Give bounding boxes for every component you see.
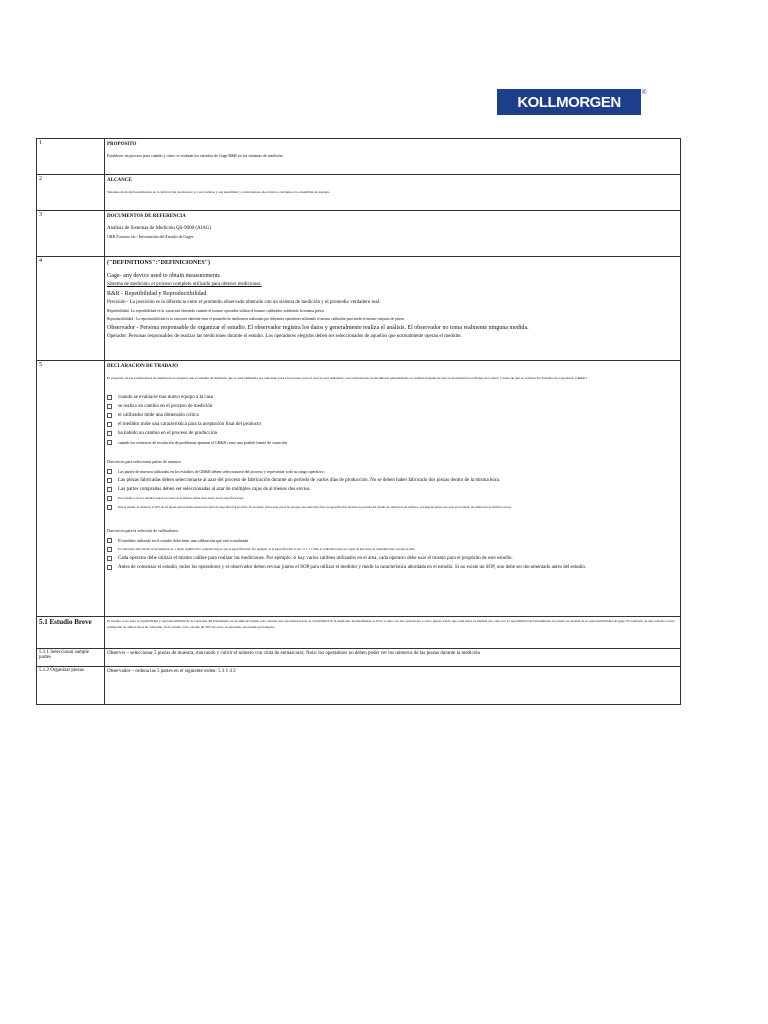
definition-item: Precisión - La precisión es la diferencia entre el promedio observado obtenido con un sistema de medición y el promedio verdadero real.: [107, 300, 381, 305]
table-row: [37, 211, 681, 257]
row-number: 5.1.2 Organizar piezas: [37, 667, 105, 705]
section-text: Análisis de Sistemas de Medición QS-9000 (AIAG): [107, 226, 212, 231]
definition-item: Operador: Personas responsables de realizar las mediciones durante el estudio. Los operadores elegidos deben ser seleccionados de aquellos que normalmente operan el medidor.: [107, 334, 462, 339]
section-title: PROPOSITO: [107, 142, 137, 147]
row-number: 5: [37, 361, 105, 617]
list-item: el medidor mide una característica para la aceptación final del producto: [107, 420, 678, 429]
definition-item: Reproductibilidad - La reproductibilidad es la variación obtenida entre el promedio de mediciones realizadas por diferentes operadores utilizando el mismo calibrador para medir el mismo conjunto de piezas.: [107, 317, 405, 321]
table-row: [37, 257, 681, 361]
section-title: DECLARACION DE TRABAJO: [107, 364, 179, 369]
list-item: El medidor utilizado en el estudio debe tener una calibración que esté actualizada.: [107, 536, 678, 545]
company-logo: KOLLMORGEN: [497, 89, 641, 115]
section-cell: [105, 211, 681, 257]
section-text: El estudio corto para la repetibilidad y reproductibilidad de la variación del instrumento es un método rápido para obtener una aproximación de la variabilidad de la medición. Generalmente se lleva a cabo con dos operadores y cinco piezas. Dado que cada pieza es medida solo una vez, la repetibilidad del instrumento no puede ser aislada de la reproductibilidad de gage. El resultado de este estudio es una estimación de ambos tipos de variación. Si el estudio corto excede un 30% de error, es necesario un estudio prolongado.: [107, 619, 675, 629]
section-cell: [105, 361, 681, 617]
section-text: Establecer un proceso para cuándo y cómo se realizan los estudios de Gage R&R en los sistemas de medición.: [107, 153, 284, 158]
table-row: [37, 175, 681, 211]
guideline-title: Directrices para la selección de calibradores:: [107, 528, 179, 533]
section-title: DOCUMENTOS DE REFERENCIA: [107, 214, 186, 219]
registered-mark: ®: [642, 90, 647, 96]
definition-item: Observador - Persona responsable de organizar el estudio. El observador registra los datos y generalmente realiza el análisis. El observador no toma realmente ninguna medida.: [107, 325, 529, 331]
row-number: 1: [37, 139, 105, 175]
table-row: [37, 667, 681, 705]
list-item: se realiza un cambio en el proceso de medición: [107, 402, 678, 411]
list-item: Para el estudio de atributos, el 50% de las piezas seleccionadas deben estar fuera de especificación (es decir, No Aceptar). Seleccione piezas No Aceptar que estén muy fuera de especificación durante el propósito del estudio de calibración de atributos. Las mejores piezas para usar en el estudio de calibración de atributos son pa: [107, 503, 678, 512]
definition-item: Gage- any device used to obtain measurements: [107, 273, 220, 279]
list-item: Para estudios cortos y estudios largos, las partes de la muestra deben estar dentro de las especificaciones.: [107, 494, 678, 503]
section-title: ("DEFINITIONS":"DEFINICIONES"): [107, 260, 211, 266]
list-item: Las piezas fabricadas deben seleccionarse al azar del proceso de fabricación durante un período de varios días de producción. No se deben haber fabricado dos piezas dentro de la misma hora.: [107, 476, 678, 485]
list-item: cuando se evalúa/se trae nuevo equipo a la casa: [107, 393, 678, 402]
procedure-table: [36, 138, 681, 705]
definition-item: Repetibilidad: La repetibilidad es la variación obtenida cuando el mismo operador utiliza el mismo calibrador midiendo la misma pieza.: [107, 308, 325, 313]
table-row: [37, 649, 681, 667]
gauge-selection-list: [107, 536, 678, 572]
reasons-list: [107, 393, 678, 447]
section-text: GRR Formato xls - Información del Estudio de Gages: [107, 234, 194, 239]
section-cell: [105, 175, 681, 211]
section-text: Observer – seleccionar 5 piezas de muestra, marcando y cubrir el número con cinta de enmascarar; Nota: los operadores no deben poder ver los números de las piezas durante la medición: [107, 651, 481, 656]
list-item: Las partes compradas deben ser seleccionadas al azar de múltiples cajas de al menos dos envíos.: [107, 485, 678, 494]
section-cell: [105, 649, 681, 667]
list-item: ha habido un cambio en el proceso de producción: [107, 429, 678, 438]
definition-item: R&R - Repetibilidad y Reproductibilidad: [107, 291, 207, 297]
table-row: [37, 139, 681, 175]
row-number: 3: [37, 211, 105, 257]
row-number: 5.1 Estudio Breve: [37, 617, 105, 649]
section-text: Observador – ordena las 5 partes en el siguiente orden: 5 3 1 4 2: [107, 669, 236, 674]
list-item: El calibrador debe medir en incrementos de 1 dígito significativo completo mayor que la especificación. Por ejemplo: si la especificación es de 1,5 ± 1,7 mm, el calibrador debe ser capaz de leer hasta la centésima más cercana de mm: [107, 545, 678, 554]
list-item: cuando los esfuerzos de resolución de problemas apuntan al GR&R como una posible fuente de variación: [107, 438, 678, 447]
sample-parts-list: [107, 467, 678, 512]
list-item: Antes de comenzar el estudio, todos los operadores y el observador deben revisar juntos el SOP para utilizar el medidor y medir la característica abordada en el estudio. Si no existe un SOP, uno debe ser documentado antes del estudio.: [107, 563, 678, 572]
section-cell: [105, 667, 681, 705]
section-cell: [105, 139, 681, 175]
list-item: Cada operario debe utilizar el mismo calibre para realizar las mediciones. Por ejemplo: si hay varios calibres utilizados en el área, cada operario debe usar el mismo para el propósito de este estudio.: [107, 554, 678, 563]
definition-item: Sistema de medición: el proceso completo utilizado para obtener mediciones.: [107, 282, 262, 287]
section-intro: El propósito de las evaluaciones de medidores es asegurar que el sistema de medición que se está utilizando sea adecuado para el propósito para el cual se está utilizando. Las evaluaciones de medidores generalmente se realizan después de que se documentan los Planes de Control y antes de que se realicen los Estudios de Capacidad. GR&R s: [107, 376, 588, 380]
section-title: ALCANCE: [107, 178, 132, 183]
list-item: Las partes de muestra utilizadas en los estudios de GR&R deben seleccionarse del proceso y representar todo su rango operativo.: [107, 467, 678, 476]
list-item: el calibrador mide una dimensión crítica: [107, 411, 678, 420]
table-row: [37, 361, 681, 617]
table-row: [37, 617, 681, 649]
row-number: 5.1.1 Seleccionar sample partes: [37, 649, 105, 667]
row-number: 2: [37, 175, 105, 211]
section-cell: [105, 617, 681, 649]
guideline-title: Directrices para seleccionar partes de muestra:: [107, 459, 182, 464]
section-text: Sistemas de medición utilizados en la fabricación de motores y/o sus bobinas y sus ensambles y controladores electrónicos, incluidos los ensambles de energía.: [107, 190, 330, 194]
row-number: 4: [37, 257, 105, 361]
section-cell: [105, 257, 681, 361]
